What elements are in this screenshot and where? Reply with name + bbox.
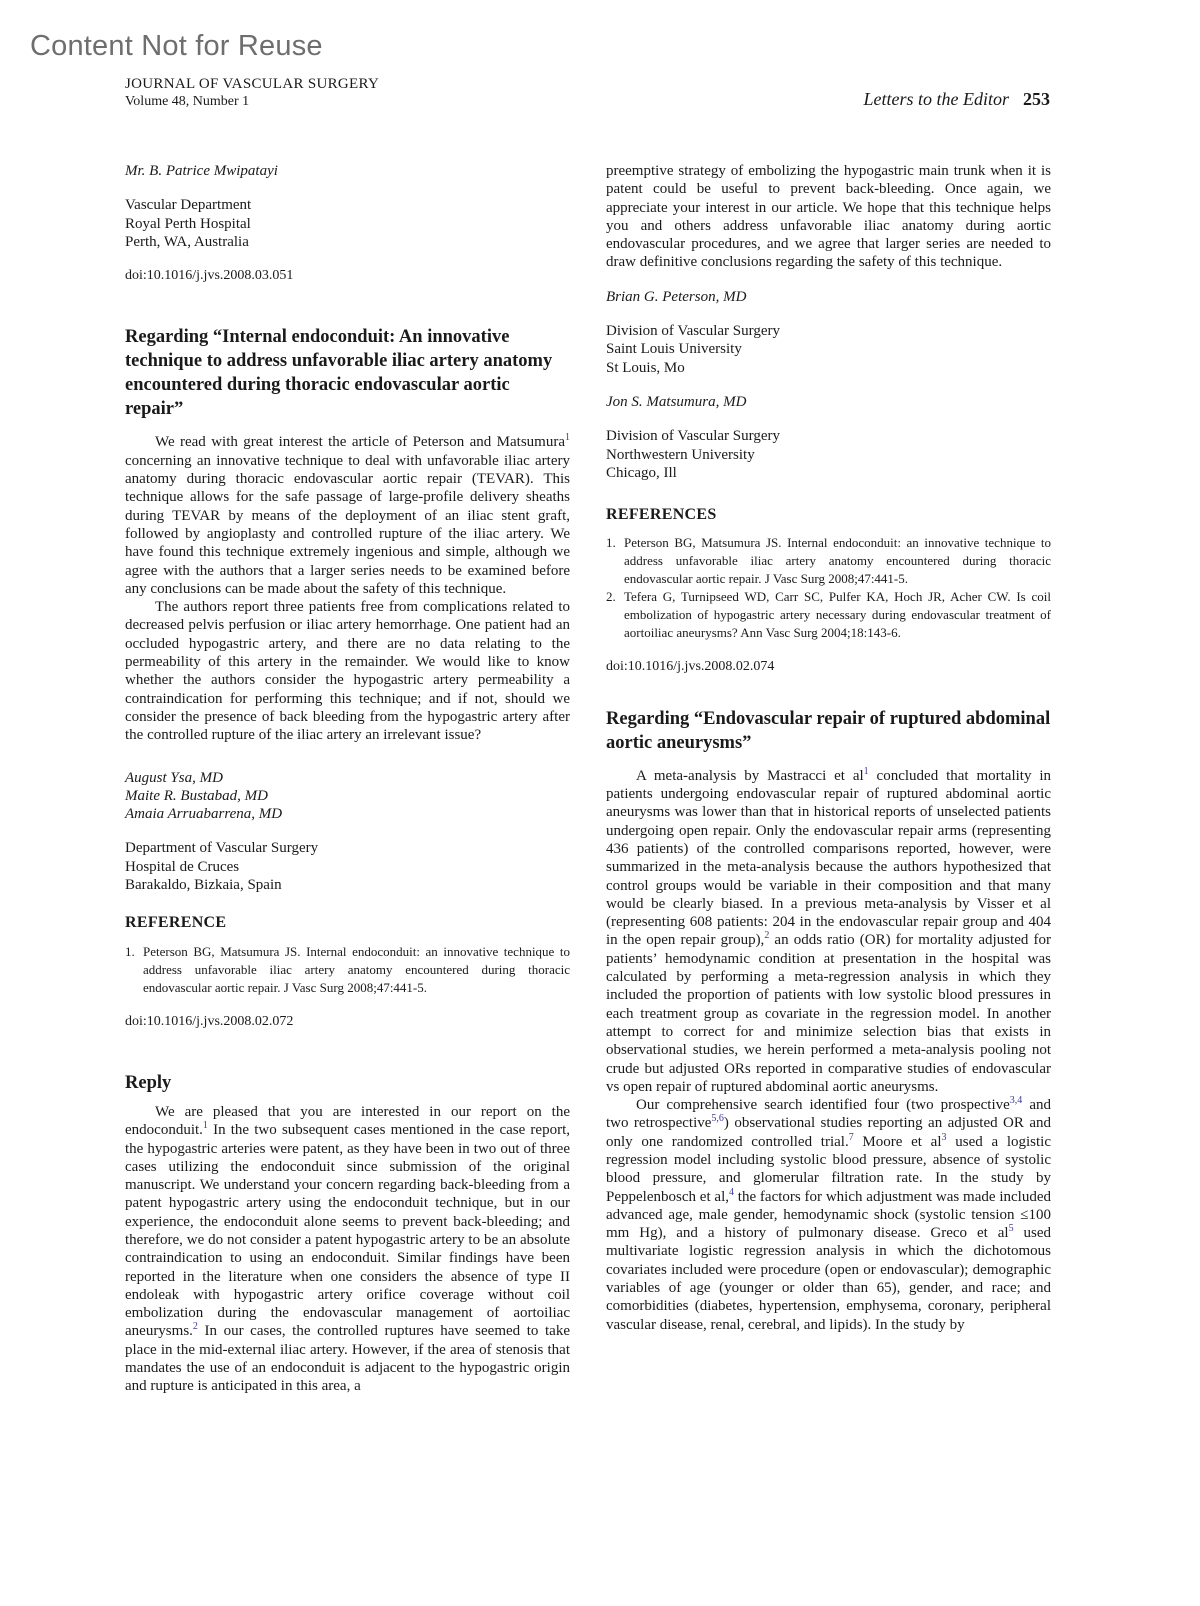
- affiliation-line: St Louis, Mo: [606, 359, 685, 376]
- affiliation-line: Vascular Department: [125, 197, 252, 214]
- reply-body: [125, 1103, 570, 1396]
- reference-item: 1. Peterson BG, Matsumura JS. Internal endoconduit: an innovative technique to address unfavorable iliac artery anatomy encountered during thoracic endovascular aortic repair. J Vasc Surg 2008;47:441-5.: [606, 535, 1051, 587]
- author-signature: Maite R. Bustabad, MD: [125, 787, 268, 804]
- citation-link[interactable]: 3,4: [1009, 1095, 1023, 1107]
- citation-link[interactable]: 1: [202, 1120, 208, 1132]
- journal-name: JOURNAL OF VASCULAR SURGERY: [125, 76, 380, 92]
- affiliation-line: Perth, WA, Australia: [125, 233, 249, 250]
- citation-link[interactable]: 2: [764, 930, 770, 942]
- affiliation-line: Royal Perth Hospital: [125, 215, 251, 232]
- affiliation-line: Division of Vascular Surgery: [606, 428, 781, 445]
- reply-affiliation-2: [606, 427, 1051, 482]
- letter1-doi: doi:10.1016/j.jvs.2008.02.072: [125, 1013, 294, 1029]
- letter1-reference-list: [125, 943, 570, 997]
- letter2-title: Regarding “Endovascular repair of ruptured abdominal aortic aneurysms”: [606, 708, 1051, 753]
- reply-title: Reply: [125, 1072, 172, 1093]
- author-signature: Brian G. Peterson, MD: [606, 288, 747, 305]
- letter1-signatures: [125, 769, 570, 824]
- citation-link[interactable]: 4: [729, 1186, 734, 1198]
- citation-link[interactable]: 5: [1008, 1223, 1014, 1235]
- author-signature: Jon S. Matsumura, MD: [606, 393, 747, 410]
- page-number: 253: [1023, 89, 1050, 109]
- author-signature: Amaia Arruabarrena, MD: [125, 806, 283, 823]
- paragraph: A meta-analysis by Mastracci et $al^1$ concluded that mortality in patients undergoing endovascular repair of ruptured abdominal aortic aneurysms was lower than that in historical reports of unselected patients undergoing open repair. Only the endovascular repair arms (representing 436 patients) of the controlled comparisons reported, however, were summarized in the meta-analysis because the authors hypothesized that control groups would be variable in their composition and that many would be clearly biased. In a previous meta-analysis by Visser et al (representing 608 patients: 204 in the endovascular repair group and 404 in the open repair group),$^2$ an odds ratio (OR) for mortality adjusted for patients’ hemodynamic condition at presentation in the hospital was calculated by performing a meta-regression analysis in which they included the proportion of patients with low systolic blood pressures in each treatment group as covariate in the regression model. In another attempt to correct for and minimize selection bias that exists in observational studies, we herein performed a meta-analysis pooling not crude but adjusted ORs reported in comparative studies of endovascular vs open repair of ruptured abdominal aortic aneurysms.: [606, 765, 1051, 1095]
- reply-references-heading: REFERENCES: [606, 506, 717, 524]
- affiliation-line: Division of Vascular Surgery: [606, 323, 781, 340]
- author-signature: August Ysa, MD: [125, 769, 223, 786]
- affiliation-line: Department of Vascular Surgery: [125, 840, 319, 857]
- affiliation-line: Hospital de Cruces: [125, 858, 240, 875]
- reference-item: 1. Peterson BG, Matsumura JS. Internal endoconduit: an innovative technique to address unfavorable iliac artery anatomy encountered during thoracic endovascular aortic repair. J Vasc Surg 2008;47:441-5.: [125, 943, 570, 995]
- right-column: [606, 162, 1051, 1334]
- left-column: [125, 162, 570, 1396]
- citation-link[interactable]: 2: [192, 1321, 198, 1333]
- reply-reference-list: [606, 534, 1051, 642]
- volume-info: Volume 48, Number 1: [125, 94, 250, 109]
- prev-letter-signature: Mr. B. Patrice Mwipatayi: [125, 163, 278, 179]
- paragraph: The authors report three patients free from complications related to decreased pelvis perfusion or iliac artery hemorrhage. One patient had an occluded hypogastric artery, and there are no data relating to the permeability of this artery in the remainder. We would like to know whether the authors consider the hypogastric artery permeability a contraindication for performing this technique; and if not, should we consider the presence of back bleeding from the hypogastric artery after the controlled rupture of the iliac artery an irrelevant issue?: [125, 599, 570, 744]
- letter1-affiliation: [125, 839, 570, 894]
- prev-letter-affiliation: [125, 196, 570, 251]
- affiliation-line: Northwestern University: [606, 446, 755, 463]
- reply-affiliation-1: [606, 322, 1051, 377]
- reply-body-continued: [606, 162, 1051, 272]
- paragraph: We are pleased that you are interested in our report on the endoconduit.$^1$ In the two subsequent cases mentioned in the case report, the hypogastric arteries were patent, as they have been in two out of three cases utilizing the endoconduit since submission of the original manuscript. We understand your concern regarding back-bleeding from a patent hypogastric artery using the endoconduit technique, but in our experience, the endoconduit alone seems to prevent back-bleeding; and therefore, we do not consider a patent hypogastric artery to be an absolute contraindication to using an endoconduit. Similar findings have been reported in the literature when one considers the absence of type II endoleak with hypogastric artery orifice coverage without coil embolization during the endovascular management of aortoiliac aneurysms.$^2$ In our cases, the controlled ruptures have seemed to take place in the mid-external iliac artery. However, if the area of stenosis that mandates the use of an endoconduit is adjacent to the hypogastric origin and rupture is anticipated in this area, a: [125, 1103, 570, 1395]
- reply-doi: doi:10.1016/j.jvs.2008.02.074: [606, 659, 775, 675]
- citation-link[interactable]: 5,6: [711, 1113, 724, 1125]
- citation-link[interactable]: 3: [941, 1131, 947, 1143]
- affiliation-line: Chicago, Ill: [606, 464, 677, 481]
- running-header-left: [125, 75, 379, 111]
- paragraph: We read with great interest the article of Peterson and Matsumura$^1$ concerning an innovative technique to deal with unfavorable iliac artery anatomy during thoracic endovascular aortic repair (TEVAR). This technique allows for the safe passage of large-profile delivery sheaths during TEVAR by means of the deployment of an iliac stent graft, followed by angioplasty and controlled rupture of the iliac artery. We have found this technique extremely ingenious and simple, although we agree with the authors that a larger series needs to be examined before any conclusions can be made about the safety of this technique.: [125, 432, 570, 597]
- letter2-body: [606, 767, 1051, 1334]
- citation-link[interactable]: 1: [863, 765, 869, 777]
- citation-link[interactable]: 7: [848, 1131, 854, 1143]
- citation-link[interactable]: 1: [565, 432, 570, 444]
- watermark: Content Not for Reuse: [30, 30, 323, 62]
- letter1-reference-heading: REFERENCE: [125, 914, 227, 932]
- prev-letter-doi: doi:10.1016/j.jvs.2008.03.051: [125, 268, 294, 284]
- section-name: Letters to the Editor: [863, 89, 1009, 109]
- letter1-body: [125, 433, 570, 744]
- running-header-right: [864, 89, 1051, 110]
- paragraph: Our comprehensive search identified four (two prospective$^{3,4}$ and two retrospective$^{5,6}$) observational studies reporting an adjusted OR and only one randomized controlled trial.$^7$ Moore et $al^3$ used a logistic regression model including systolic blood pressure, absence of systolic blood pressure, and glomerular filtration rate. In the study by Peppelenbosch et al,$^4$ the factors for which adjustment was made included advanced age, male gender, hemodynamic shock (systolic tension ≤100 mm Hg), and a history of pulmonary disease. Greco et $al^5$ used multivariate logistic regression analysis in which the dichotomous covariates included were procedure (open or endovascular); demographic variables of age (younger or older than 65), gender, and race; and comorbidities (diabetes, hypertension, emphysema, coronary, peripheral vascular disease, renal, cerebral, and lipids). In the study by: [606, 1095, 1051, 1333]
- letter1-title: Regarding “Internal endoconduit: An innovative technique to address unfavorable iliac artery anatomy encountered during thoracic endovascular aortic repair”: [125, 327, 553, 420]
- affiliation-line: Barakaldo, Bizkaia, Spain: [125, 877, 282, 894]
- affiliation-line: Saint Louis University: [606, 341, 742, 358]
- reference-item: 2. Tefera G, Turnipseed WD, Carr SC, Pulfer KA, Hoch JR, Acher CW. Is coil embolization of hypogastric artery necessary during endovascular treatment of aortoiliac aneurysms? Ann Vasc Surg 2004;18:143-6.: [606, 589, 1051, 641]
- paragraph: preemptive strategy of embolizing the hypogastric main trunk when it is patent could be useful to prevent back-bleeding. Once again, we appreciate your interest in our article. We hope that this technique helps you and others address unfavorable iliac anatomy during aortic endovascular procedures, and we agree that larger series are needed to draw definitive conclusions regarding the safety of this technique.: [606, 163, 1051, 271]
